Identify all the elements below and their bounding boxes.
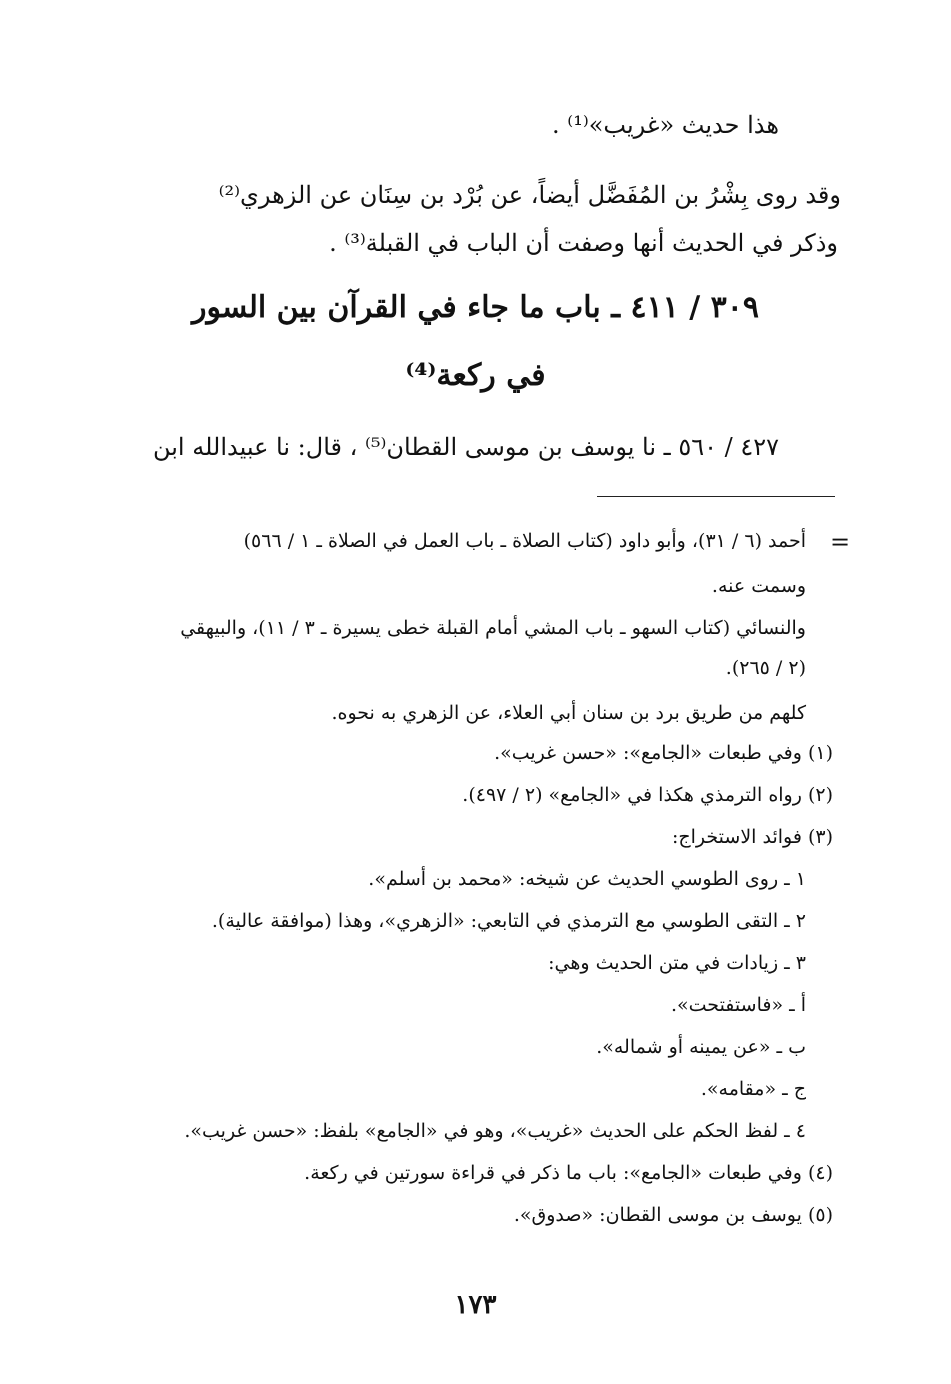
footnote-cont-line-4: (٢ / ٢٦٥). (725, 657, 806, 679)
footnote-3-item-3: ٣ ـ زيادات في متن الحديث وهي: (548, 952, 806, 974)
footnote-3-item-3a: أ ـ «فاستفتحت». (670, 994, 806, 1016)
footnote-3-item-2: ٢ ـ التقى الطوسي مع الترمذي في التابعي: «الزهري»، وهذا (موافقة عالية). (211, 910, 806, 932)
body-line-2: وقد روى بِشْرُ بن المُفَضَّل أيضاً، عن بُرْد بن سِنَان عن الزهري⁽²⁾ (218, 181, 841, 209)
footnote-separator (597, 496, 835, 497)
footnote-cont-line-2: وسمت عنه. (711, 575, 806, 597)
body-line-1: هذا حديث «غريب»⁽¹⁾ . (552, 111, 779, 139)
footnote-cont-line-3: والنسائي (كتاب السهو ـ باب المشي أمام القبلة خطى يسيرة ـ ٣ / ١١)، والبيهقي (180, 617, 806, 639)
chapter-heading-line-1: ٣٠٩ / ٤١١ ـ باب ما جاء في القرآن بين السور (191, 290, 759, 325)
page-number: ١٧٣ (454, 1290, 497, 1320)
footnote-3-item-1: ١ ـ روى الطوسي الحديث عن شيخه: «محمد بن أسلم». (368, 868, 806, 890)
hadith-line: ٤٢٧ / ٥٦٠ ـ نا يوسف بن موسى القطان⁽⁵⁾ ، قال: نا عبيدالله ابن (152, 433, 779, 461)
continuation-mark: = (830, 528, 851, 556)
chapter-heading-line-2: في ركعة⁽⁴⁾ (405, 358, 546, 393)
footnote-1: (١) وفي طبعات «الجامع»: «حسن غريب». (494, 742, 833, 764)
footnote-3-item-3c: ج ـ «مقامه». (700, 1078, 806, 1100)
footnote-cont-line-1: أحمد (٦ / ٣١)، وأبو داود (كتاب الصلاة ـ باب العمل في الصلاة ـ ١ / ٥٦٦) (243, 530, 806, 552)
footnote-4: (٤) وفي طبعات «الجامع»: باب ما ذكر في قراءة سورتين في ركعة. (304, 1162, 833, 1184)
body-line-3: وذكر في الحديث أنها وصفت أن الباب في القبلة⁽³⁾ . (329, 229, 838, 257)
footnote-cont-line-5: كلهم من طريق برد بن سنان أبي العلاء، عن الزهري به نحوه. (331, 702, 806, 724)
footnote-3: (٣) فوائد الاستخراج: (671, 826, 833, 848)
footnote-5: (٥) يوسف بن موسى القطان: «صدوق». (513, 1204, 833, 1226)
footnote-3-item-3b: ب ـ «عن يمينه أو شماله». (596, 1036, 806, 1058)
footnote-3-item-4: ٤ ـ لفظ الحكم على الحديث «غريب»، وهو في «الجامع» بلفظ: «حسن غريب». (184, 1120, 806, 1142)
footnote-2: (٢) رواه الترمذي هكذا في «الجامع» (٢ / ٤٩٧). (462, 784, 833, 806)
